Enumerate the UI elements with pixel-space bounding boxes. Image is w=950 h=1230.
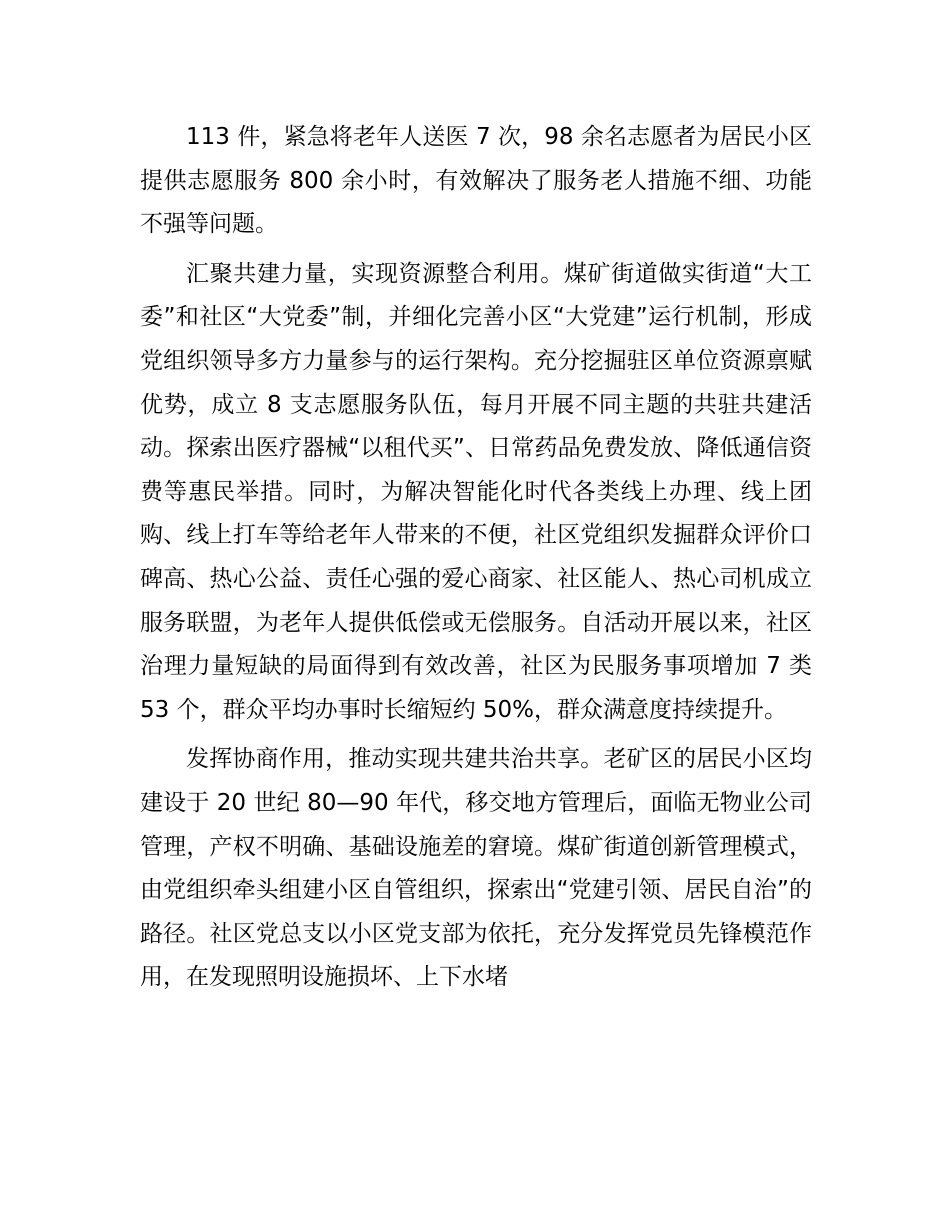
text-line: 供低偿或无偿服务。自活动开展以来，社区治理力量短缺的局 (140, 609, 813, 680)
text-line: 113 件，紧急将老年人送医 7 次，98 余名志愿者为居民 (186, 124, 766, 150)
text-line: 的爱心商家、社区能人、热心司机成立服务联盟，为老年人提 (140, 565, 813, 636)
paragraph-2 (140, 253, 812, 733)
text-line: 新管理模式，由党组织牵头组建小区自管组织，探索出“党建 (140, 833, 813, 904)
text-line: “大工委”和社区“大党委”制，并细化完善小区“大党建”运行 (140, 260, 812, 331)
paragraph-3 (140, 738, 812, 1000)
text-line: 同主题的共驻共建活动。探索出医疗器械“以租代买”、日常 (140, 391, 812, 462)
text-line: 区均建设于 20 世纪 80—90 年代，移交地方管理后，面临无 (140, 746, 813, 816)
text-line: 区单位资源禀赋优势，成立 8 支志愿服务队伍，每月开展不 (140, 347, 813, 418)
text-line: 化时代各类线上办理、线上团购、线上打车等给老年人带来的 (140, 478, 813, 549)
document-body (140, 116, 812, 1000)
text-line: 面得到有效改善，社区为民服务事项增加 7 类 53 个，群众平 (140, 653, 812, 723)
text-line: 均办事时长缩短约 50%，群众满意度持续提升。 (291, 696, 788, 723)
text-line: 药品免费发放、降低通信资费等惠民举措。同时，为解决智能 (140, 435, 812, 505)
paragraph-1 (140, 116, 812, 247)
text-line: 机制，形成党组织领导多方力量参与的运行架构。充分挖掘驻 (140, 304, 813, 374)
text-line: 不便，社区党组织发掘群众评价口碑高、热心公益、责任心强 (140, 522, 813, 592)
text-line: 小区提供志愿服务 800 余小时，有效解决了服务老人措施不 (140, 124, 813, 194)
text-line: 细、功能不强等问题。 (140, 167, 813, 238)
text-line: 汇聚共建力量，实现资源整合利用。煤矿街道做实街道 (186, 260, 753, 287)
text-line: 发挥协商作用，推动实现共建共治共享。老矿区的居民小 (186, 746, 766, 773)
text-line: 充分发挥党员先锋模范作用，在发现照明设施损坏、上下水堵 (140, 920, 813, 991)
text-line: 物业公司管理，产权不明确、基础设施差的窘境。煤矿街道创 (140, 789, 812, 860)
text-line: 引领、居民自治”的路径。社区党总支以小区党支部为依托， (140, 877, 812, 947)
